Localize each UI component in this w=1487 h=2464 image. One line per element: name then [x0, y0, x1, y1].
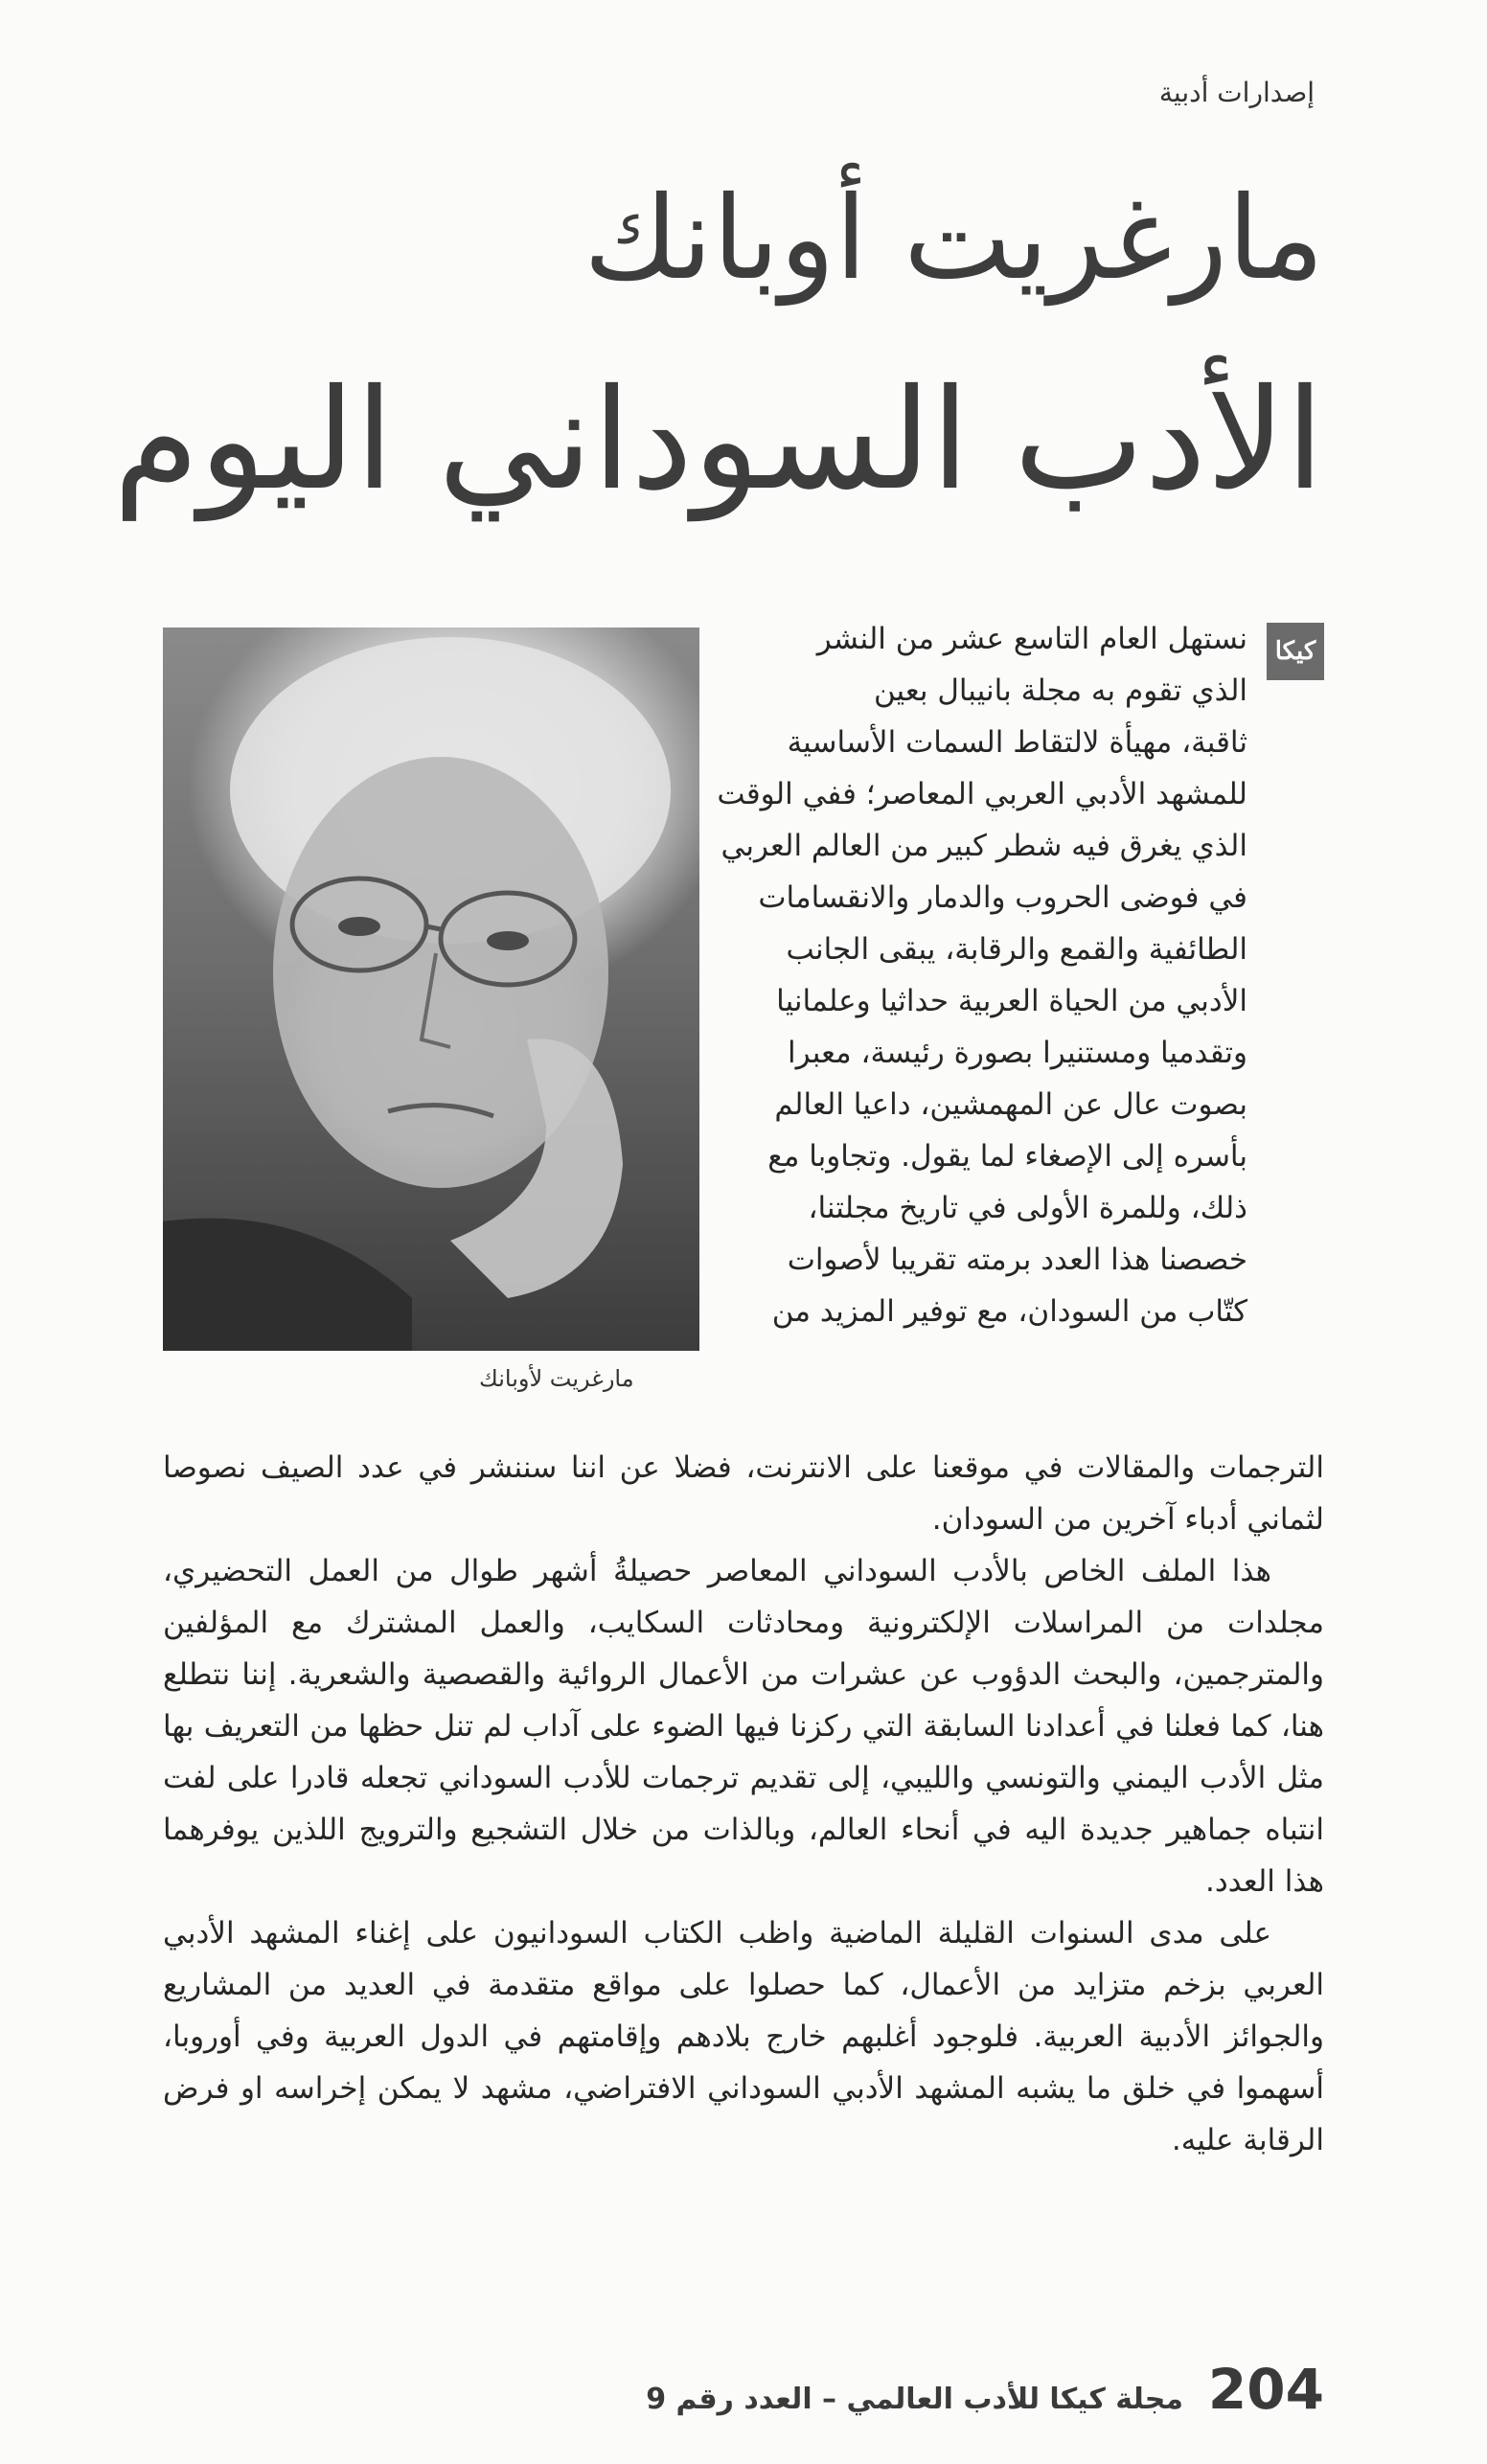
page-footer: [646, 2357, 1324, 2422]
section-label: إصدارات أدبية: [1158, 77, 1315, 108]
portrait-illustration: [163, 627, 699, 1351]
intro-column: [697, 613, 1247, 1337]
column-line: خصصنا هذا العدد برمته تقريبا لأصوات: [787, 1243, 1247, 1277]
column-line: كتّاب من السودان، مع توفير المزيد من: [771, 1294, 1247, 1329]
column-line: الذي تقوم به مجلة بانيبال بعين: [873, 673, 1247, 708]
column-line: بأسره إلى الإصغاء لما يقول. وتجاوبا مع: [767, 1139, 1247, 1174]
column-line: في فوضى الحروب والدمار والانقسامات: [758, 880, 1247, 915]
footer-magazine-title: مجلة كيكا للأدب العالمي – العدد رقم 9: [646, 2383, 1183, 2416]
column-line: للمشهد الأدبي العربي المعاصر؛ ففي الوقت: [717, 777, 1247, 811]
column-line: وتقدميا ومستنيرا بصورة رئيسة، معبرا: [788, 1036, 1247, 1070]
article-body: [163, 1442, 1324, 2166]
kika-logo: كيكا: [1267, 623, 1324, 680]
column-line: نستهل العام التاسع عشر من النشر: [816, 622, 1247, 656]
column-line: ذلك، وللمرة الأولى في تاريخ مجلتنا،: [808, 1191, 1247, 1225]
author-title: مارغريت أوبانك: [583, 172, 1324, 306]
column-line: ثاقبة، مهيأة لالتقاط السمات الأساسية: [787, 725, 1247, 760]
column-line: بصوت عال عن المهمشين، داعيا العالم: [774, 1087, 1247, 1122]
column-line: الطائفية والقمع والرقابة، يبقى الجانب: [786, 932, 1247, 967]
author-photo: [163, 627, 699, 1351]
page-number: 204: [1207, 2357, 1324, 2422]
column-line: الأدبي من الحياة العربية حداثيا وعلمانيا: [776, 984, 1247, 1018]
paragraph-1-continued: الترجمات والمقالات في موقعنا على الانترنت، فضلا عن اننا سننشر في عدد الصيف نصوصا لثماني أدباء آخرين من السودان.: [163, 1450, 1324, 1537]
article-title: الأدب السوداني اليوم: [113, 359, 1324, 521]
paragraph-2: هذا الملف الخاص بالأدب السوداني المعاصر حصيلةُ أشهر طوال من العمل التحضيري، مجلدات من المراسلات الإلكترونية ومحادثات السكايب، والعمل المشترك مع المؤلفين والمترجمين، والبحث الدؤوب عن عشرات من الأعمال الروائية والقصصية والشعرية. إننا نتطلع هنا، كما فعلنا في أعدادنا السابقة التي ركزنا فيها الضوء على آداب لم تنل حظها من التعريف بها مثل الأدب اليمني والتونسي والليبي، إلى تقديم ترجمات للأدب السوداني تجعله قادرا على لفت انتباه جماهير جديدة اليه في أنحاء العالم، وبالذات من خلال التشجيع والترويج اللذين يوفرهما هذا العدد.: [163, 1554, 1324, 1899]
column-line: الذي يغرق فيه شطر كبير من العالم العربي: [721, 829, 1247, 863]
photo-caption: مارغريت لأوبانك: [479, 1365, 634, 1392]
paragraph-3: على مدى السنوات القليلة الماضية واظب الكتاب السودانيون على إغناء المشهد الأدبي العربي بزخم متزايد من الأعمال، كما حصلوا على مواقع متقدمة في العديد من المشاريع والجوائز الأدبية العربية. فلوجود أغلبهم خارج بلادهم وإقامتهم في الدول العربية وفي أوروبا، أسهموا في خلق ما يشبه المشهد الأدبي السوداني الافتراضي، مشهد لا يمكن إخراسه او فرض الرقابة عليه.: [163, 1916, 1324, 2157]
